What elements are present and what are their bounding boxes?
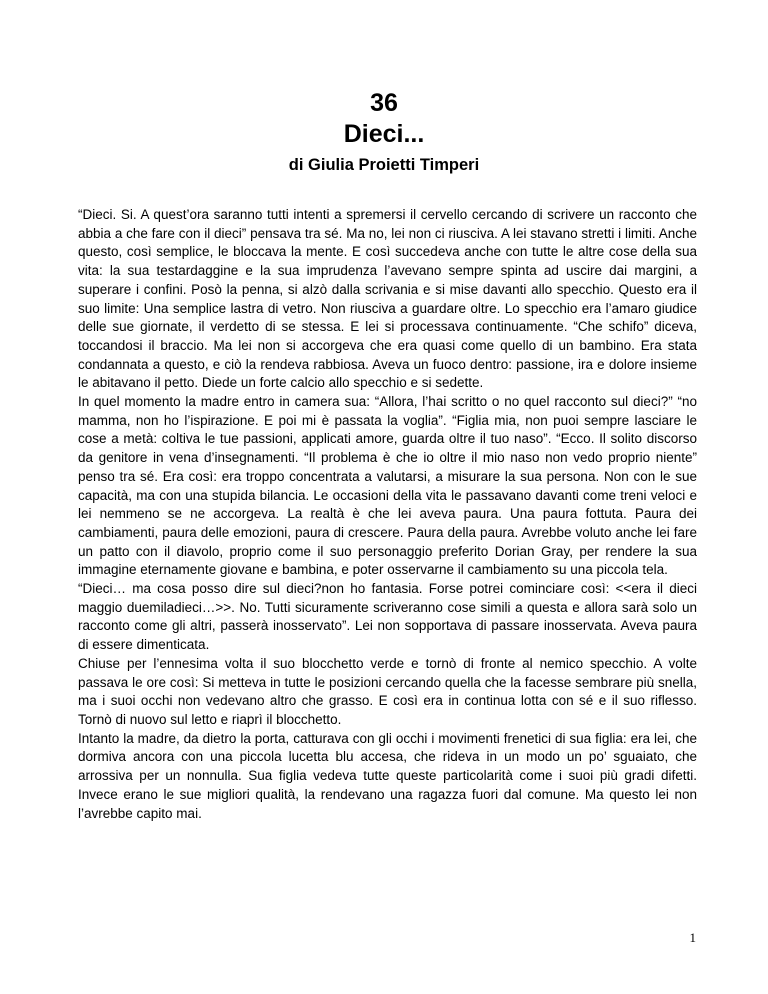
paragraph: Intanto la madre, da dietro la porta, catturava con gli occhi i movimenti frenetici di sua figlia: era lei, che dormiva ancora con una piccola lucetta blu accesa, che rideva in un modo un po’ sguaiato, che arrossiva per un nonnulla. Sua figlia vedeva tutte queste particolarità come i suoi più gradi difetti. Invece erano le sue migliori qualità, la rendevano una ragazza fuori dal comune. Ma questo lei non l’avrebbe capito mai. (78, 730, 697, 821)
paragraph: “Dieci. Si. A quest’ora saranno tutti intenti a spremersi il cervello cercando di scrivere un racconto che abbia a che fare con il dieci” pensava tra sé. Ma no, lei non ci riusciva. A lei stavano stretti i limiti. Anche questo, così semplice, le bloccava la mente. E così succedeva anche con tutte le altre cose della sua vita: la sua testardaggine e la sua imprudenza l’avevano sempre spinta ad uscire dai margini, a superare i confini. Posò la penna, si alzò dalla scrivania e si mise davanti allo specchio. Questo era il suo limite: Una semplice lastra di vetro. Non riusciva a guardare oltre. Lo specchio era l’amaro giudice delle sue giornate, il verdetto di se stessa. E lei si processava continuamente. “Che schifo” diceva, toccandosi il braccio. Ma lei non si accorgeva che era quasi come quello di un bambino. Era stata condannata a questo, e ciò la rendeva rabbiosa. Aveva un fuoco dentro: passione, ira e dolore insieme le abitavano il petto. Diede un forte calcio allo specchio e si sedette. (78, 207, 697, 391)
paragraph: In quel momento la madre entro in camera sua: “Allora, l’hai scritto o no quel racconto sul dieci?” “no mamma, non ho l’ispirazione. E poi mi è passata la voglia”. “Figlia mia, non puoi sempre lasciare le cose a metà: coltiva le tue passioni, applicati amore, guarda oltre il tuo naso”. “Ecco. Il solito discorso da genitore in vena d’insegnamenti. “Il problema è che io oltre il mio naso non vedo proprio niente” penso tra sé. Era così: era troppo concentrata a valutarsi, a misurare la sua persona. Non con le sue capacità, ma con una stupida bilancia. Le occasioni della vita le passavano davanti come treni veloci e lei nemmeno se ne accorgeva. La realtà è che lei aveva paura. Una paura fottuta. Paura dei cambiamenti, paura delle emozioni, paura di crescere. Paura della paura. Avrebbe voluto anche lei fare un patto con il diavolo, proprio come il suo personaggio preferito Dorian Gray, per rendere la sua immagine eternamente giovane e bambina, e poter osservarne il cambiamento su una piccola tela. (78, 394, 697, 578)
chapter-title: Dieci... (343, 120, 425, 148)
chapter-number: 36 (370, 89, 398, 117)
page-number: 1 (689, 930, 696, 945)
paragraph: “Dieci… ma cosa posso dire sul dieci?non ho fantasia. Forse potrei cominciare così: <<era il dieci maggio duemiladieci…>>. No. Tutti sicuramente scriveranno cose simili a questa e allora sarà solo un racconto come gli altri, passerà inosservato”. Lei non sopportava di passare inosservata. Aveva paura di essere dimenticata. (78, 581, 697, 653)
author-byline: di Giulia Proietti Timperi (288, 156, 480, 174)
story-body (78, 206, 697, 823)
paragraph: Chiuse per l’ennesima volta il suo blocchetto verde e tornò di fronte al nemico specchio. A volte passava le ore così: Si metteva in tutte le posizioni cercando quella che la facesse sembrare più snella, ma i suoi occhi non vedevano altro che grasso. E così era in continua lotta con sé e il suo riflesso. Tornò di nuovo sul letto e riaprì il blocchetto. (78, 655, 697, 727)
